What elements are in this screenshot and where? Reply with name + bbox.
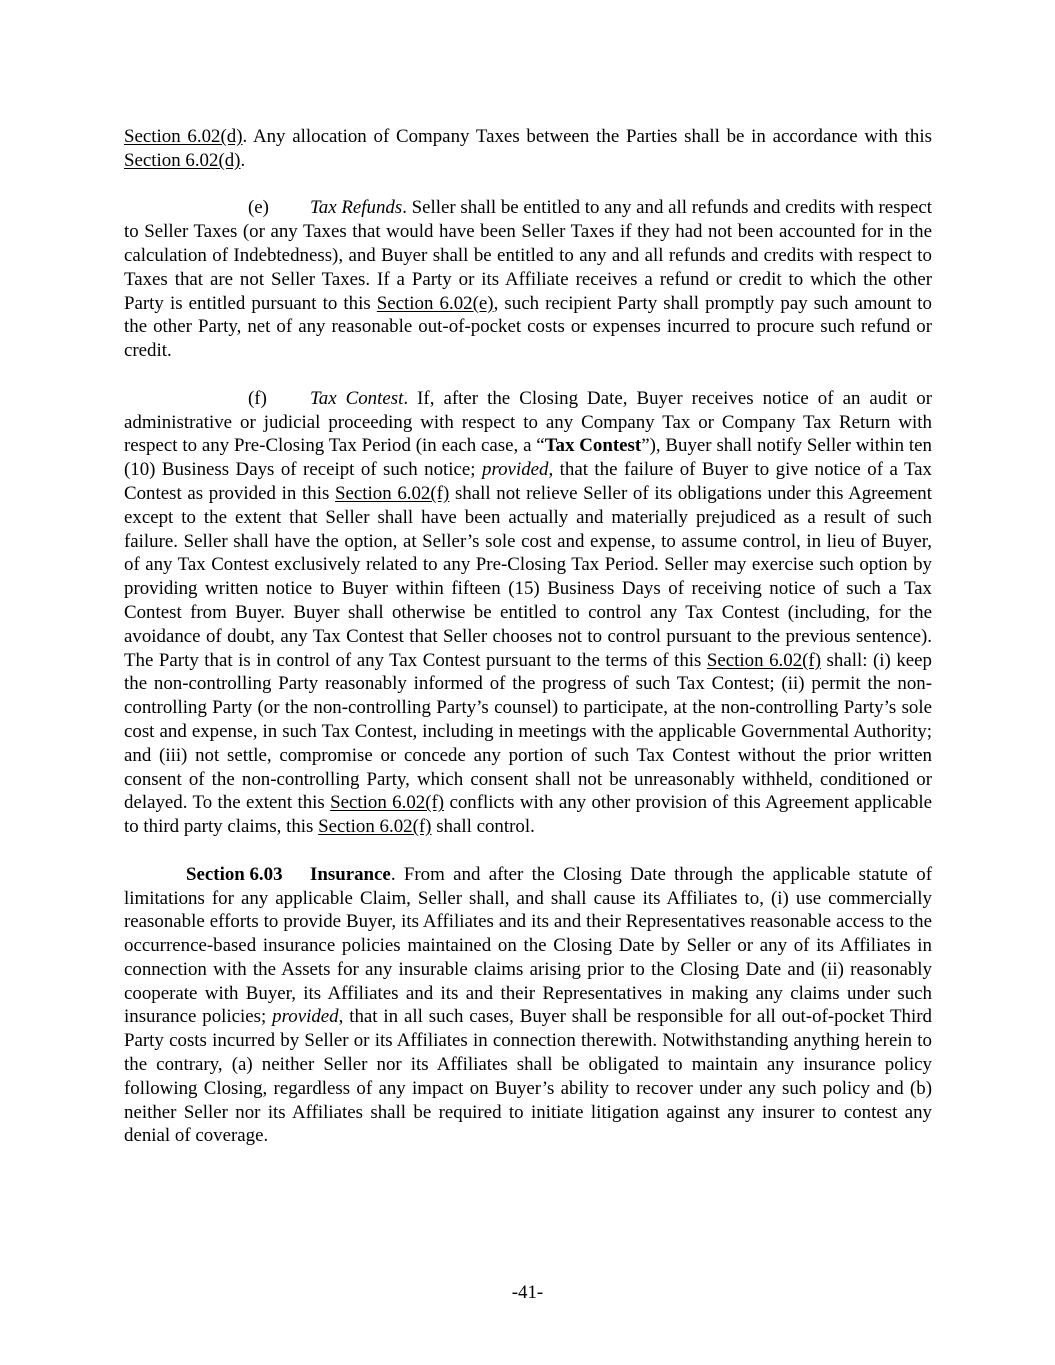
- section-reference-link: Section 6.02(e): [376, 292, 494, 314]
- defined-term: Tax Contest: [544, 435, 642, 457]
- paragraph-6-02d-continuation: Section 6.02(d). Any allocation of Company Taxes between the Parties shall be in accordance with this Section 6.02(d).: [124, 126, 932, 171]
- subsection-heading: Tax Refunds: [310, 197, 403, 219]
- provided-term: provided: [272, 1006, 339, 1028]
- paragraph-tax-refunds: (e) Tax Refunds. Seller shall be entitled to any and all refunds and credits with respect to Seller Taxes (or any Taxes that would have been Seller Taxes if they had not been accounted for in the calculation of Indebtedness), and Buyer shall be entitled to any and all refunds and credits with respect to Taxes that are not Seller Taxes. If a Party or its Affiliate receives a refund or credit to which the other Party is entitled pursuant to this Section 6.02(e), such recipient Party shall promptly pay such amount to the other Party, net of any reasonable out-of-pocket costs or expenses incurred to procure such refund or credit.: [124, 197, 933, 362]
- section-heading: Insurance: [310, 863, 391, 885]
- paragraph-insurance: Section 6.03 Insurance. From and after the Closing Date through the applicable statute of limitations for any applicable Claim, Seller shall, and shall cause its Affiliates to, (i) use commercially reasonable efforts to provide Buyer, its Affiliates and its and their Representatives reasonable access to the occurrence-based insurance policies maintained on the Closing Date by Seller or any of its Affiliates in connection with the Assets for any insurable claims arising prior to the Closing Date and (ii) reasonably cooperate with Buyer, its Affiliates and its and their Representatives in making any claims under such insurance policies; provided, that in all such cases, Buyer shall be responsible for all out-of-pocket Third Party costs incurred by Seller or its Affiliates in connection therewith. Notwithstanding anything herein to the contrary, (a) neither Seller nor its Affiliates shall be obligated to maintain any insurance policy following Closing, regardless of any impact on Buyer’s ability to recover under any such policy and (b) neither Seller nor its Affiliates shall be required to initiate litigation against any insurer to contest any denial of coverage.: [124, 863, 932, 1147]
- section-reference-link: Section 6.02(f): [334, 482, 450, 504]
- subsection-label: (e): [248, 197, 269, 219]
- subsection-label: (f): [248, 387, 267, 409]
- section-reference-link: Section 6.02(f): [318, 816, 432, 838]
- page-body: [124, 125, 932, 1148]
- provided-term: provided: [482, 459, 549, 481]
- section-number: Section 6.03: [186, 863, 283, 885]
- page-number: -41-: [511, 1282, 544, 1303]
- section-reference-link: Section 6.02(f): [706, 649, 822, 671]
- paragraph-tax-contest: (f) Tax Contest. If, after the Closing Date, Buyer receives notice of an audit or administrative or judicial proceeding with respect to any Company Tax or Company Tax Return with respect to any Pre-Closing Tax Period (in each case, a “Tax Contest”), Buyer shall notify Seller within ten (10) Business Days of receipt of such notice; provided, that the failure of Buyer to give notice of a Tax Contest as provided in this Section 6.02(f) shall not relieve Seller of its obligations under this Agreement except to the extent that Seller shall have been actually and materially prejudiced as a result of such failure. Seller shall have the option, at Seller’s sole cost and expense, to assume control, in lieu of Buyer, of any Tax Contest exclusively related to any Pre-Closing Tax Period. Seller may exercise such option by providing written notice to Buyer within fifteen (15) Business Days of receiving notice of such a Tax Contest from Buyer. Buyer shall otherwise be entitled to control any Tax Contest (including, for the avoidance of doubt, any Tax Contest that Seller chooses not to control pursuant to the previous sentence). The Party that is in control of any Tax Contest pursuant to the terms of this Section 6.02(f) shall: (i) keep the non-controlling Party reasonably informed of the progress of such Tax Contest; (ii) permit the non-controlling Party (or the non-controlling Party’s counsel) to participate, at the non-controlling Party’s sole cost and expense, in such Tax Contest, including in meetings with the applicable Governmental Authority; and (iii) not settle, compromise or concede any portion of such Tax Contest without the prior written consent of the non-controlling Party, which consent shall not be unreasonably withheld, conditioned or delayed. To the extent this Section 6.02(f) conflicts with any other provision of this Agreement applicable to third party claims, this Section 6.02(f) shall control.: [124, 387, 933, 838]
- section-reference-link: Section 6.02(d): [124, 149, 241, 171]
- section-reference-link: Section 6.02(f): [330, 792, 445, 814]
- section-reference-link: Section 6.02(d): [124, 126, 243, 147]
- subsection-heading: Tax Contest: [310, 387, 404, 409]
